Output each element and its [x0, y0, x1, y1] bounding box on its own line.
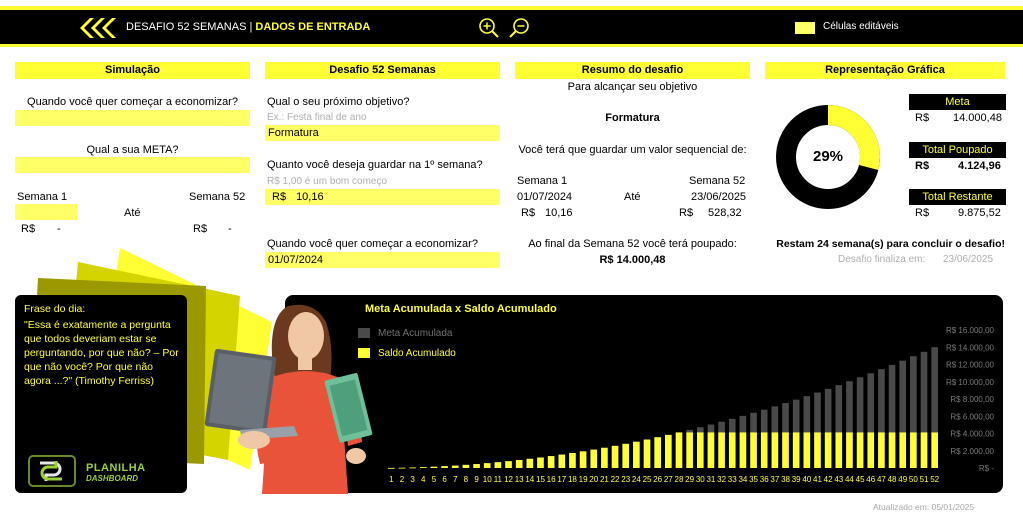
saldo-acumulado-bar [558, 455, 565, 468]
planilha-logo-icon [28, 453, 80, 494]
x-tick-label: 20 [589, 475, 599, 484]
x-tick-label: 40 [802, 475, 812, 484]
saldo-acumulado-bar [899, 432, 906, 468]
saldo-acumulado-bar [590, 450, 597, 468]
x-tick-label: 46 [866, 475, 876, 484]
saldo-acumulado-bar [782, 432, 789, 468]
x-tick-label: 25 [642, 475, 652, 484]
resumo-date52: 23/06/2025 [691, 191, 747, 203]
zoom-out-icon[interactable] [508, 17, 530, 44]
x-tick-label: 7 [453, 475, 458, 484]
saldo-acumulado-bar [740, 432, 747, 468]
x-tick-label: 16 [546, 475, 556, 484]
x-tick-label: 35 [749, 475, 759, 484]
saldo-acumulado-bar [473, 464, 480, 468]
x-tick-label: 29 [685, 475, 695, 484]
x-tick-label: 49 [898, 475, 908, 484]
finaliza-label: Desafio finaliza em: [838, 254, 926, 265]
accumulated-bar-chart [380, 320, 1000, 488]
chart-title: Meta Acumulada x Saldo Acumulado [365, 303, 557, 315]
x-tick-label: 2 [399, 475, 405, 484]
x-tick-label: 8 [463, 475, 469, 484]
saldo-acumulado-bar [889, 432, 896, 468]
x-tick-label: 22 [610, 475, 620, 484]
desafio-q2: Quanto você deseja guardar na 1º semana? [267, 159, 483, 171]
y-tick-label: R$ 4.000,00 [950, 429, 994, 439]
saldo-acumulado-bar [654, 437, 661, 468]
x-tick-label: 42 [823, 475, 833, 484]
saldo-acumulado-bar [708, 432, 715, 468]
saldo-acumulado-bar [580, 451, 587, 468]
saldo-acumulado-bar [772, 432, 779, 468]
saldo-acumulado-bar [910, 432, 917, 468]
editable-legend-label: Células editáveis [823, 21, 899, 32]
desafio-q1: Qual o seu próximo objetivo? [267, 96, 410, 108]
y-tick-label: R$ 6.000,00 [950, 412, 994, 422]
saldo-acumulado-bar [399, 468, 406, 469]
finaliza-date: 23/06/2025 [943, 254, 994, 265]
y-tick-label: R$ 10.000,00 [945, 377, 994, 387]
restante-rs: R$ [915, 207, 930, 219]
legend-meta-label: Meta Acumulada [378, 328, 453, 339]
poupado-label: Total Poupado [909, 142, 1006, 158]
editable-legend-swatch [795, 22, 815, 34]
x-tick-label: 19 [578, 475, 588, 484]
simulacao-rs2: R$ [193, 223, 208, 235]
y-tick-label: R$ 8.000,00 [950, 395, 994, 404]
legend-saldo-swatch [358, 348, 370, 358]
saldo-acumulado-bar [548, 456, 555, 468]
simulacao-q1: Quando você quer começar a economizar? [27, 96, 238, 108]
resumo-semana1: Semana 1 [517, 175, 568, 187]
saldo-acumulado-bar [825, 432, 832, 468]
saldo-acumulado-bar [484, 463, 491, 468]
meta-label: Meta [909, 94, 1006, 110]
x-tick-label: 50 [908, 475, 918, 484]
simulacao-dash2: - [228, 223, 232, 235]
section-grafica-title: Representação Gráfica [765, 62, 1005, 79]
x-tick-label: 38 [781, 475, 790, 484]
resumo-text1: Você terá que guardar um valor sequencial de: [518, 144, 747, 156]
first-week-value: 10,16 [296, 191, 324, 203]
x-tick-label: 37 [770, 475, 780, 484]
simulacao-dash1: - [57, 223, 61, 235]
simulacao-semana1-field[interactable] [15, 204, 77, 220]
poupado-value: 4.124,96 [958, 160, 1001, 172]
quote-label: Frase do dia: [24, 303, 86, 315]
saldo-acumulado-bar [804, 432, 811, 468]
x-tick-label: 14 [525, 475, 535, 484]
saldo-acumulado-bar [569, 453, 576, 468]
resumo-semana52: Semana 52 [689, 175, 746, 187]
restante-label: Total Restante [909, 189, 1006, 205]
saldo-acumulado-bar [537, 457, 544, 468]
saldo-acumulado-bar [505, 461, 512, 468]
section-desafio-title: Desafio 52 Semanas [265, 62, 500, 79]
x-tick-label: 4 [421, 475, 426, 484]
header-bottom-line [0, 44, 1023, 47]
x-tick-label: 52 [930, 475, 940, 484]
saldo-acumulado-bar [495, 462, 502, 468]
meta-value: 14.000,48 [953, 112, 1002, 124]
title-prefix: DESAFIO 52 SEMANAS | [126, 21, 256, 33]
saldo-acumulado-bar [612, 446, 619, 468]
saldo-acumulado-bar [516, 460, 523, 468]
saldo-acumulado-bar [814, 432, 821, 468]
saldo-acumulado-bar [527, 459, 534, 468]
saldo-acumulado-bar [793, 432, 800, 468]
zoom-in-icon[interactable] [478, 17, 500, 44]
section-simulacao-title: Simulação [15, 62, 250, 79]
legend-saldo-label: Saldo Acumulado [378, 348, 456, 359]
desafio-q3: Quando você quer começar a economizar? [267, 238, 478, 250]
simulacao-rs1: R$ [21, 223, 36, 235]
x-tick-label: 48 [887, 475, 897, 484]
saldo-acumulado-bar [867, 432, 874, 468]
simulacao-start-field[interactable] [15, 110, 250, 126]
section-resumo-title: Resumo do desafio [515, 62, 750, 79]
simulacao-ate: Até [124, 207, 141, 219]
saldo-acumulado-bar [718, 432, 725, 468]
x-tick-label: 34 [738, 475, 748, 484]
poupado-rs: R$ [915, 160, 930, 172]
x-tick-label: 41 [813, 475, 822, 484]
x-tick-label: 21 [599, 475, 609, 484]
saldo-acumulado-bar [622, 444, 629, 468]
saldo-acumulado-bar [644, 440, 651, 468]
x-tick-label: 23 [621, 475, 631, 484]
saldo-acumulado-bar [835, 432, 842, 468]
resumo-final-value: R$ 14.000,48 [599, 254, 666, 266]
saldo-acumulado-bar [921, 432, 928, 468]
legend-meta-swatch [358, 328, 370, 338]
x-tick-label: 5 [431, 475, 437, 484]
x-tick-label: 26 [653, 475, 663, 484]
x-tick-label: 32 [717, 475, 727, 484]
y-tick-label: R$ 14.000,00 [945, 343, 994, 353]
desafio-placeholder1: Ex.: Festa final de ano [267, 112, 367, 123]
x-tick-label: 36 [759, 475, 769, 484]
saldo-acumulado-bar [633, 442, 640, 468]
saldo-acumulado-bar [431, 467, 438, 468]
saldo-acumulado-bar [878, 432, 885, 468]
resumo-rs52: R$ [679, 207, 694, 219]
first-week-value-field[interactable] [265, 189, 500, 205]
x-tick-label: 27 [663, 475, 673, 484]
saldo-acumulado-bar [761, 432, 768, 468]
x-tick-label: 3 [410, 475, 415, 484]
x-tick-label: 47 [876, 475, 886, 484]
objetivo-field[interactable]: Formatura [265, 125, 500, 141]
x-tick-label: 24 [631, 475, 641, 484]
y-tick-label: R$ 2.000,00 [950, 446, 994, 456]
x-tick-label: 33 [727, 475, 737, 484]
updated-text: Atualizado em: 05/01/2025 [873, 502, 975, 512]
saldo-acumulado-bar [388, 468, 395, 469]
x-tick-label: 31 [706, 475, 716, 484]
x-tick-label: 39 [791, 475, 801, 484]
y-tick-label: R$ 12.000,00 [945, 360, 994, 370]
saldo-acumulado-bar [750, 432, 757, 468]
saldo-acumulado-bar [420, 467, 427, 468]
woman-with-laptop-image [196, 292, 376, 499]
saldo-acumulado-bar [601, 448, 608, 468]
x-tick-label: 45 [855, 475, 865, 484]
resumo-rs1: R$ [521, 207, 536, 219]
x-tick-label: 6 [442, 475, 447, 484]
simulacao-semana52: Semana 52 [189, 191, 246, 203]
y-tick-label: R$ - [978, 464, 994, 473]
restam-text: Restam 24 semana(s) para concluir o desafio! [776, 238, 1005, 250]
y-tick-label: R$ 16.000,00 [945, 326, 994, 335]
x-tick-label: 11 [493, 475, 503, 484]
saldo-acumulado-bar [931, 432, 938, 468]
start-date-field[interactable]: 01/07/2024 [265, 252, 500, 268]
x-tick-label: 10 [482, 475, 492, 484]
logo-top-text: PLANILHA [86, 462, 146, 474]
x-tick-label: 17 [557, 475, 567, 484]
resumo-ate: Até [624, 191, 641, 203]
simulacao-meta-field[interactable] [15, 157, 250, 173]
resumo-val52: 528,32 [708, 207, 742, 219]
resumo-date1: 01/07/2024 [517, 191, 573, 203]
resumo-subtitle: Para alcançar seu objetivo [567, 81, 698, 93]
quote-text: "Essa é exatamente a pergunta que todos deveriam estar se perguntando, por que não? – Por que não você? Por que não agora ...?" (Timothy Ferriss) [24, 319, 179, 387]
page-title [126, 21, 370, 33]
meta-rs: R$ [915, 112, 930, 124]
saldo-acumulado-bar [729, 432, 736, 468]
saldo-acumulado-bar [463, 465, 470, 468]
x-tick-label: 51 [919, 475, 929, 484]
x-tick-label: 18 [567, 475, 577, 484]
saldo-acumulado-bar [686, 432, 693, 468]
x-tick-label: 1 [389, 475, 394, 484]
logo-bottom-text: DASHBOARD [86, 474, 138, 483]
saldo-acumulado-bar [697, 432, 704, 468]
simulacao-semana1: Semana 1 [17, 191, 68, 203]
x-tick-label: 44 [844, 475, 854, 484]
x-tick-label: 43 [834, 475, 844, 484]
saldo-acumulado-bar [857, 432, 864, 468]
resumo-objetivo: Formatura [605, 112, 660, 124]
x-tick-label: 9 [474, 475, 479, 484]
desafio-placeholder2: R$ 1,00 é um bom começo [267, 176, 388, 187]
simulacao-q2: Qual a sua META? [86, 144, 179, 156]
first-week-currency: R$ [272, 191, 287, 203]
saldo-acumulado-bar [665, 435, 672, 468]
saldo-acumulado-bar [452, 466, 459, 468]
x-tick-label: 30 [695, 475, 705, 484]
title-bold: DADOS DE ENTRADA [255, 21, 371, 33]
donut-percent: 29% [812, 148, 844, 165]
x-tick-label: 28 [674, 475, 684, 484]
restante-value: 9.875,52 [958, 207, 1001, 219]
saldo-acumulado-bar [441, 466, 448, 468]
back-arrows-icon[interactable] [80, 18, 118, 43]
saldo-acumulado-bar [846, 432, 853, 468]
x-tick-label: 15 [536, 475, 545, 484]
x-tick-label: 13 [514, 475, 524, 484]
resumo-final-text: Ao final da Semana 52 você terá poupado: [528, 238, 737, 250]
saldo-acumulado-bar [409, 467, 416, 468]
resumo-val1: 10,16 [545, 207, 573, 219]
saldo-acumulado-bar [676, 432, 683, 468]
x-tick-label: 12 [504, 475, 513, 484]
